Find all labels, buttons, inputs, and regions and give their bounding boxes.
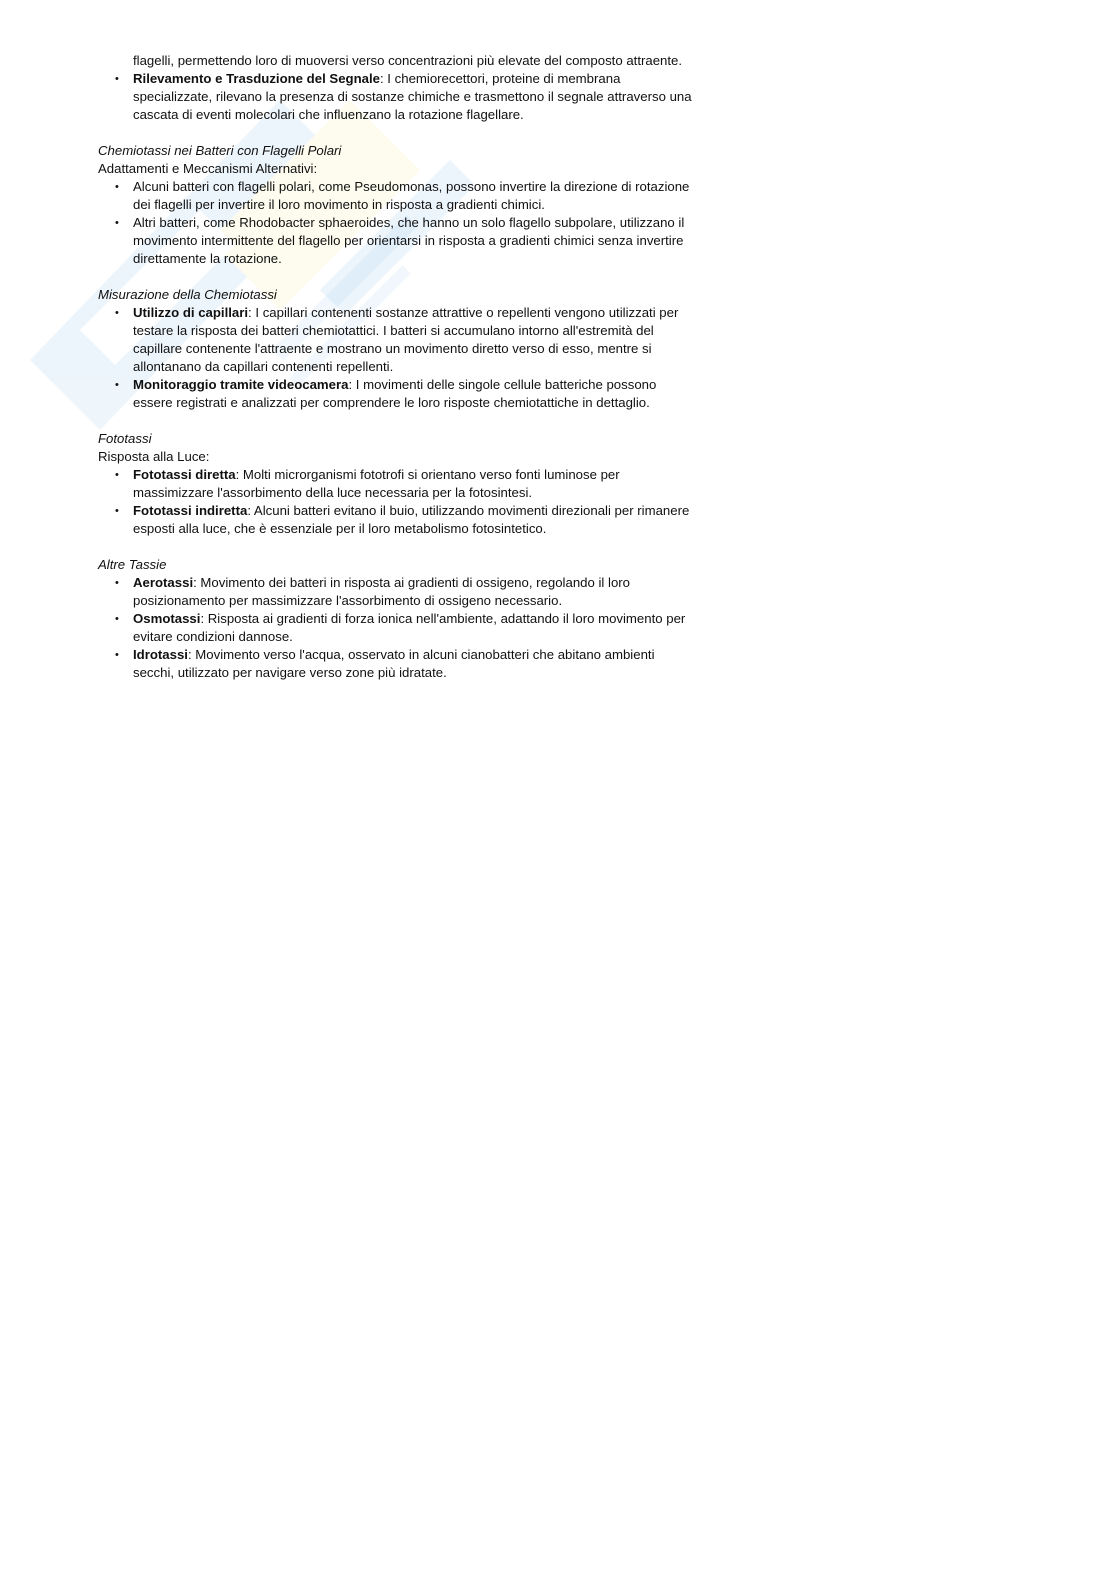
section-heading-photo: Fototassi [98,431,152,446]
list-item [98,178,698,214]
item-term: Aerotassi [133,575,194,590]
section-heading-polar: Chemiotassi nei Batteri con Flagelli Polari [98,143,342,158]
measure-list [98,304,698,412]
bullet-icon: • [115,613,119,625]
item-term: Rilevamento e Trasduzione del Segnale [133,71,380,86]
item-text: : I capillari contenenti sostanze attrattive o repellenti vengono utilizzati per testare la risposta dei batteri chemiotattici. I batteri si accumulano intorno all'estremità del capillare contenente l'attraente e mostrano un movimento diretto verso di esso, mentre si allontanano da capillari contenenti repellenti. [133,305,679,374]
item-text: : Risposta ai gradienti di forza ionica nell'ambiente, adattando il loro movimento per evitare condizioni dannose. [133,611,686,644]
item-text: : Molti microrganismi fototrofi si orientano verso fonti luminose per massimizzare l'assorbimento della luce necessaria per la fotosintesi. [133,467,620,500]
item-text: : Alcuni batteri evitano il buio, utilizzando movimenti direzionali per rimanere esposti alla luce, che è essenziale per il loro metabolismo fotosintetico. [133,503,690,536]
item-term: Osmotassi [133,611,201,626]
item-text: Alcuni batteri con flagelli polari, come Pseudomonas, possono invertire la direzione di rotazione dei flagelli per invertire il loro movimento in risposta a gradienti chimici. [133,179,690,212]
list-item [98,70,698,124]
bullet-icon: • [115,217,119,229]
list-item [98,376,698,412]
item-term: Fototassi diretta [133,467,236,482]
section-heading-measure: Misurazione della Chemiotassi [98,287,277,302]
section-subheading-polar: Adattamenti e Meccanismi Alternativi: [98,161,318,176]
list-item [98,502,698,538]
item-text: Altri batteri, come Rhodobacter sphaeroides, che hanno un solo flagello subpolare, utilizzano il movimento intermittente del flagello per orientarsi in risposta a gradienti chimici senza invertire direttamente la rotazione. [133,215,685,266]
intro-list [98,70,698,124]
item-term: Monitoraggio tramite videocamera [133,377,349,392]
item-text: : I movimenti delle singole cellule batteriche possono essere registrati e analizzati per comprendere le loro risposte chemiotattiche in dettaglio. [133,377,657,410]
section-heading-other: Altre Tassie [98,557,167,572]
item-term: Fototassi indiretta [133,503,248,518]
bullet-icon: • [115,577,119,589]
polar-list [98,178,698,268]
bullet-icon: • [115,379,119,391]
section-subheading-photo: Risposta alla Luce: [98,449,210,464]
other-list [98,574,698,682]
bullet-icon: • [115,307,119,319]
bullet-icon: • [115,73,119,85]
item-term: Utilizzo di capillari [133,305,249,320]
item-text: : I chemiorecettori, proteine di membrana specializzate, rilevano la presenza di sostanze chimiche e trasmettono il segnale attraverso una cascata di eventi molecolari che influenzano la rotazione flagellare. [133,71,692,122]
bullet-icon: • [115,469,119,481]
list-item [98,574,698,610]
list-item [98,466,698,502]
continuation-paragraph: flagelli, permettendo loro di muoversi verso concentrazioni più elevate del composto attraente. [133,53,683,68]
list-item [98,610,698,646]
item-text: : Movimento verso l'acqua, osservato in alcuni cianobatteri che abitano ambienti secchi, utilizzato per navigare verso zone più idratate. [133,647,655,680]
list-item [98,646,698,682]
document-body [98,52,698,682]
list-item [98,214,698,268]
photo-list [98,466,698,538]
bullet-icon: • [115,505,119,517]
item-text: : Movimento dei batteri in risposta ai gradienti di ossigeno, regolando il loro posizionamento per massimizzare l'assorbimento di ossigeno necessario. [133,575,631,608]
bullet-icon: • [115,181,119,193]
item-term: Idrotassi [133,647,188,662]
bullet-icon: • [115,649,119,661]
list-item [98,304,698,376]
